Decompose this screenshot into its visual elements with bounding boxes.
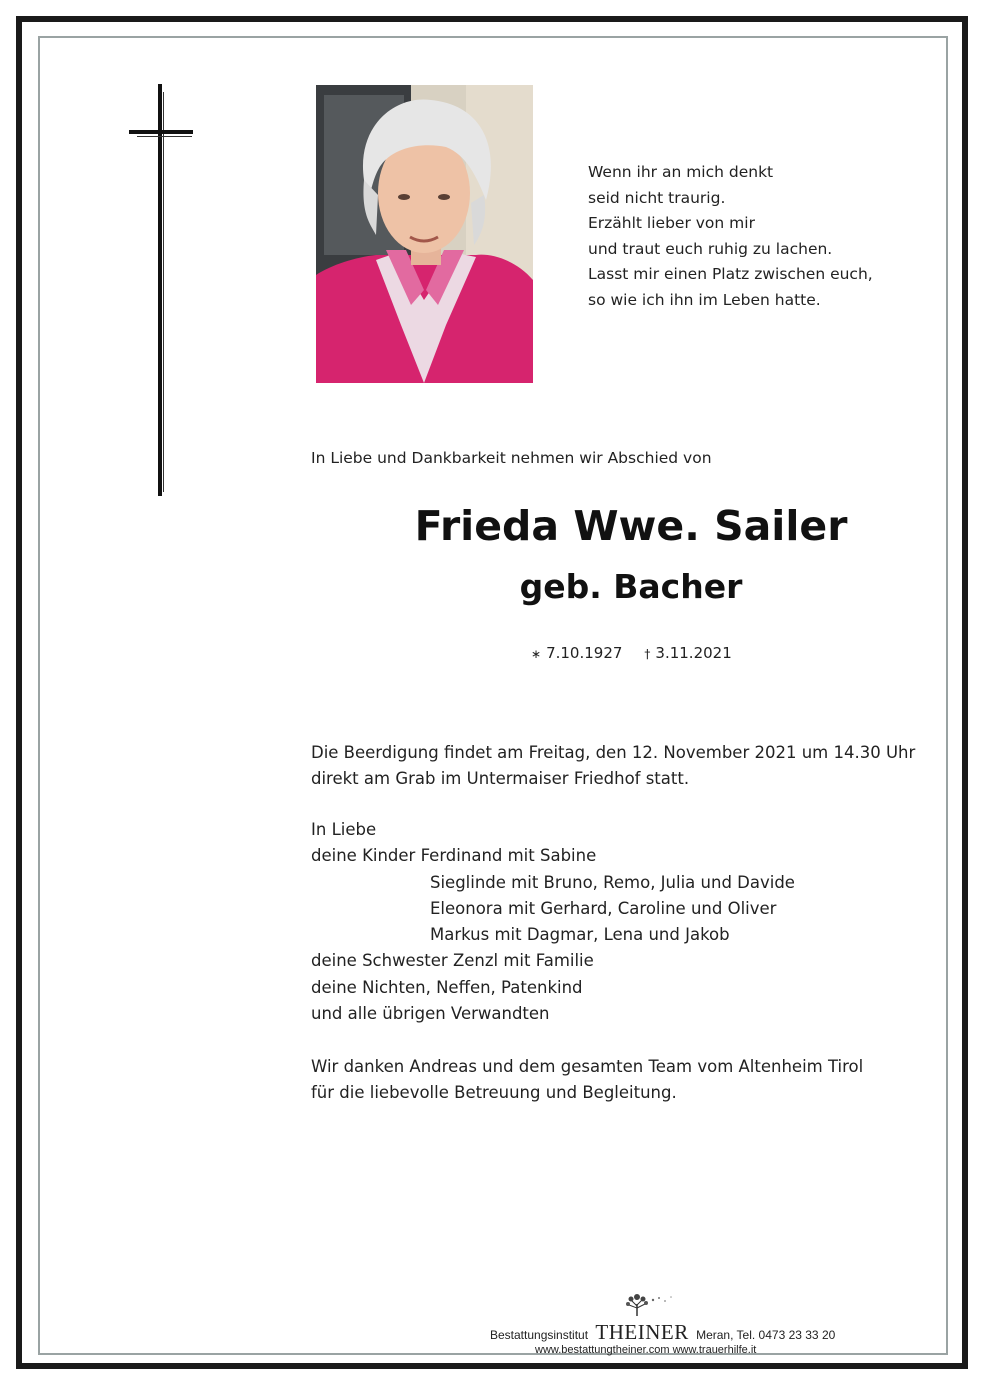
- thanks-line: für die liebevolle Betreuung und Begleitung.: [311, 1083, 677, 1102]
- poem-line: Erzählt lieber von mir: [588, 214, 755, 232]
- poem-line: und traut euch ruhig zu lachen.: [588, 239, 833, 258]
- poem-line: so wie ich ihn im Leben hatte.: [588, 290, 821, 309]
- footer-web: www.bestattungtheiner.com www.trauerhilfe.it: [535, 1344, 757, 1356]
- mourner-line: Sieglinde mit Bruno, Remo, Julia und Davide: [430, 872, 795, 892]
- death-date: 3.11.2021: [655, 644, 732, 662]
- mourner-line: deine Nichten, Neffen, Patenkind: [311, 977, 583, 997]
- birth-date: 7.10.1927: [546, 644, 623, 662]
- funeral-line: Die Beerdigung findet am Freitag, den 12. November 2021 um 14.30 Uhr: [311, 743, 916, 762]
- maiden-name: geb. Bacher: [519, 567, 743, 606]
- poem-line: Lasst mir einen Platz zwischen euch,: [588, 265, 873, 283]
- poem: [588, 160, 918, 313]
- undertaker-footer: [490, 1296, 850, 1356]
- footer-prefix: Bestattungsinstitut: [490, 1328, 589, 1342]
- mourner-line: Markus mit Dagmar, Lena und Jakob: [430, 925, 730, 945]
- portrait-photo: [316, 85, 533, 383]
- mourner-line: In Liebe: [311, 820, 377, 839]
- mourner-line: Eleonora mit Gerhard, Caroline und Oliver: [430, 898, 777, 918]
- intro-text: In Liebe und Dankbarkeit nehmen wir Abschied von: [311, 449, 712, 467]
- deceased-name: Frieda Wwe. Sailer: [414, 502, 848, 550]
- mourner-line: deine Kinder Ferdinand mit Sabine: [311, 846, 597, 866]
- mourner-line: deine Schwester Zenzl mit Familie: [311, 951, 594, 971]
- birth-star-icon: ∗: [531, 647, 542, 661]
- death-cross-icon: †: [644, 647, 651, 661]
- funeral-info: [311, 740, 915, 792]
- footer-contact: Meran, Tel. 0473 23 33 20: [696, 1328, 836, 1342]
- mourner-line: und alle übrigen Verwandten: [311, 1004, 550, 1024]
- footer-brand: THEINER: [595, 1320, 689, 1344]
- life-dates: [531, 644, 732, 662]
- funeral-line: direkt am Grab im Untermaiser Friedhof statt.: [311, 769, 690, 788]
- poem-line: seid nicht traurig.: [588, 188, 726, 207]
- thanks-line: Wir danken Andreas und dem gesamten Team vom Altenheim Tirol: [311, 1057, 864, 1076]
- mourners-list: [311, 817, 795, 1027]
- poem-line: Wenn ihr an mich denkt: [588, 163, 774, 181]
- thanks-text: [311, 1054, 863, 1106]
